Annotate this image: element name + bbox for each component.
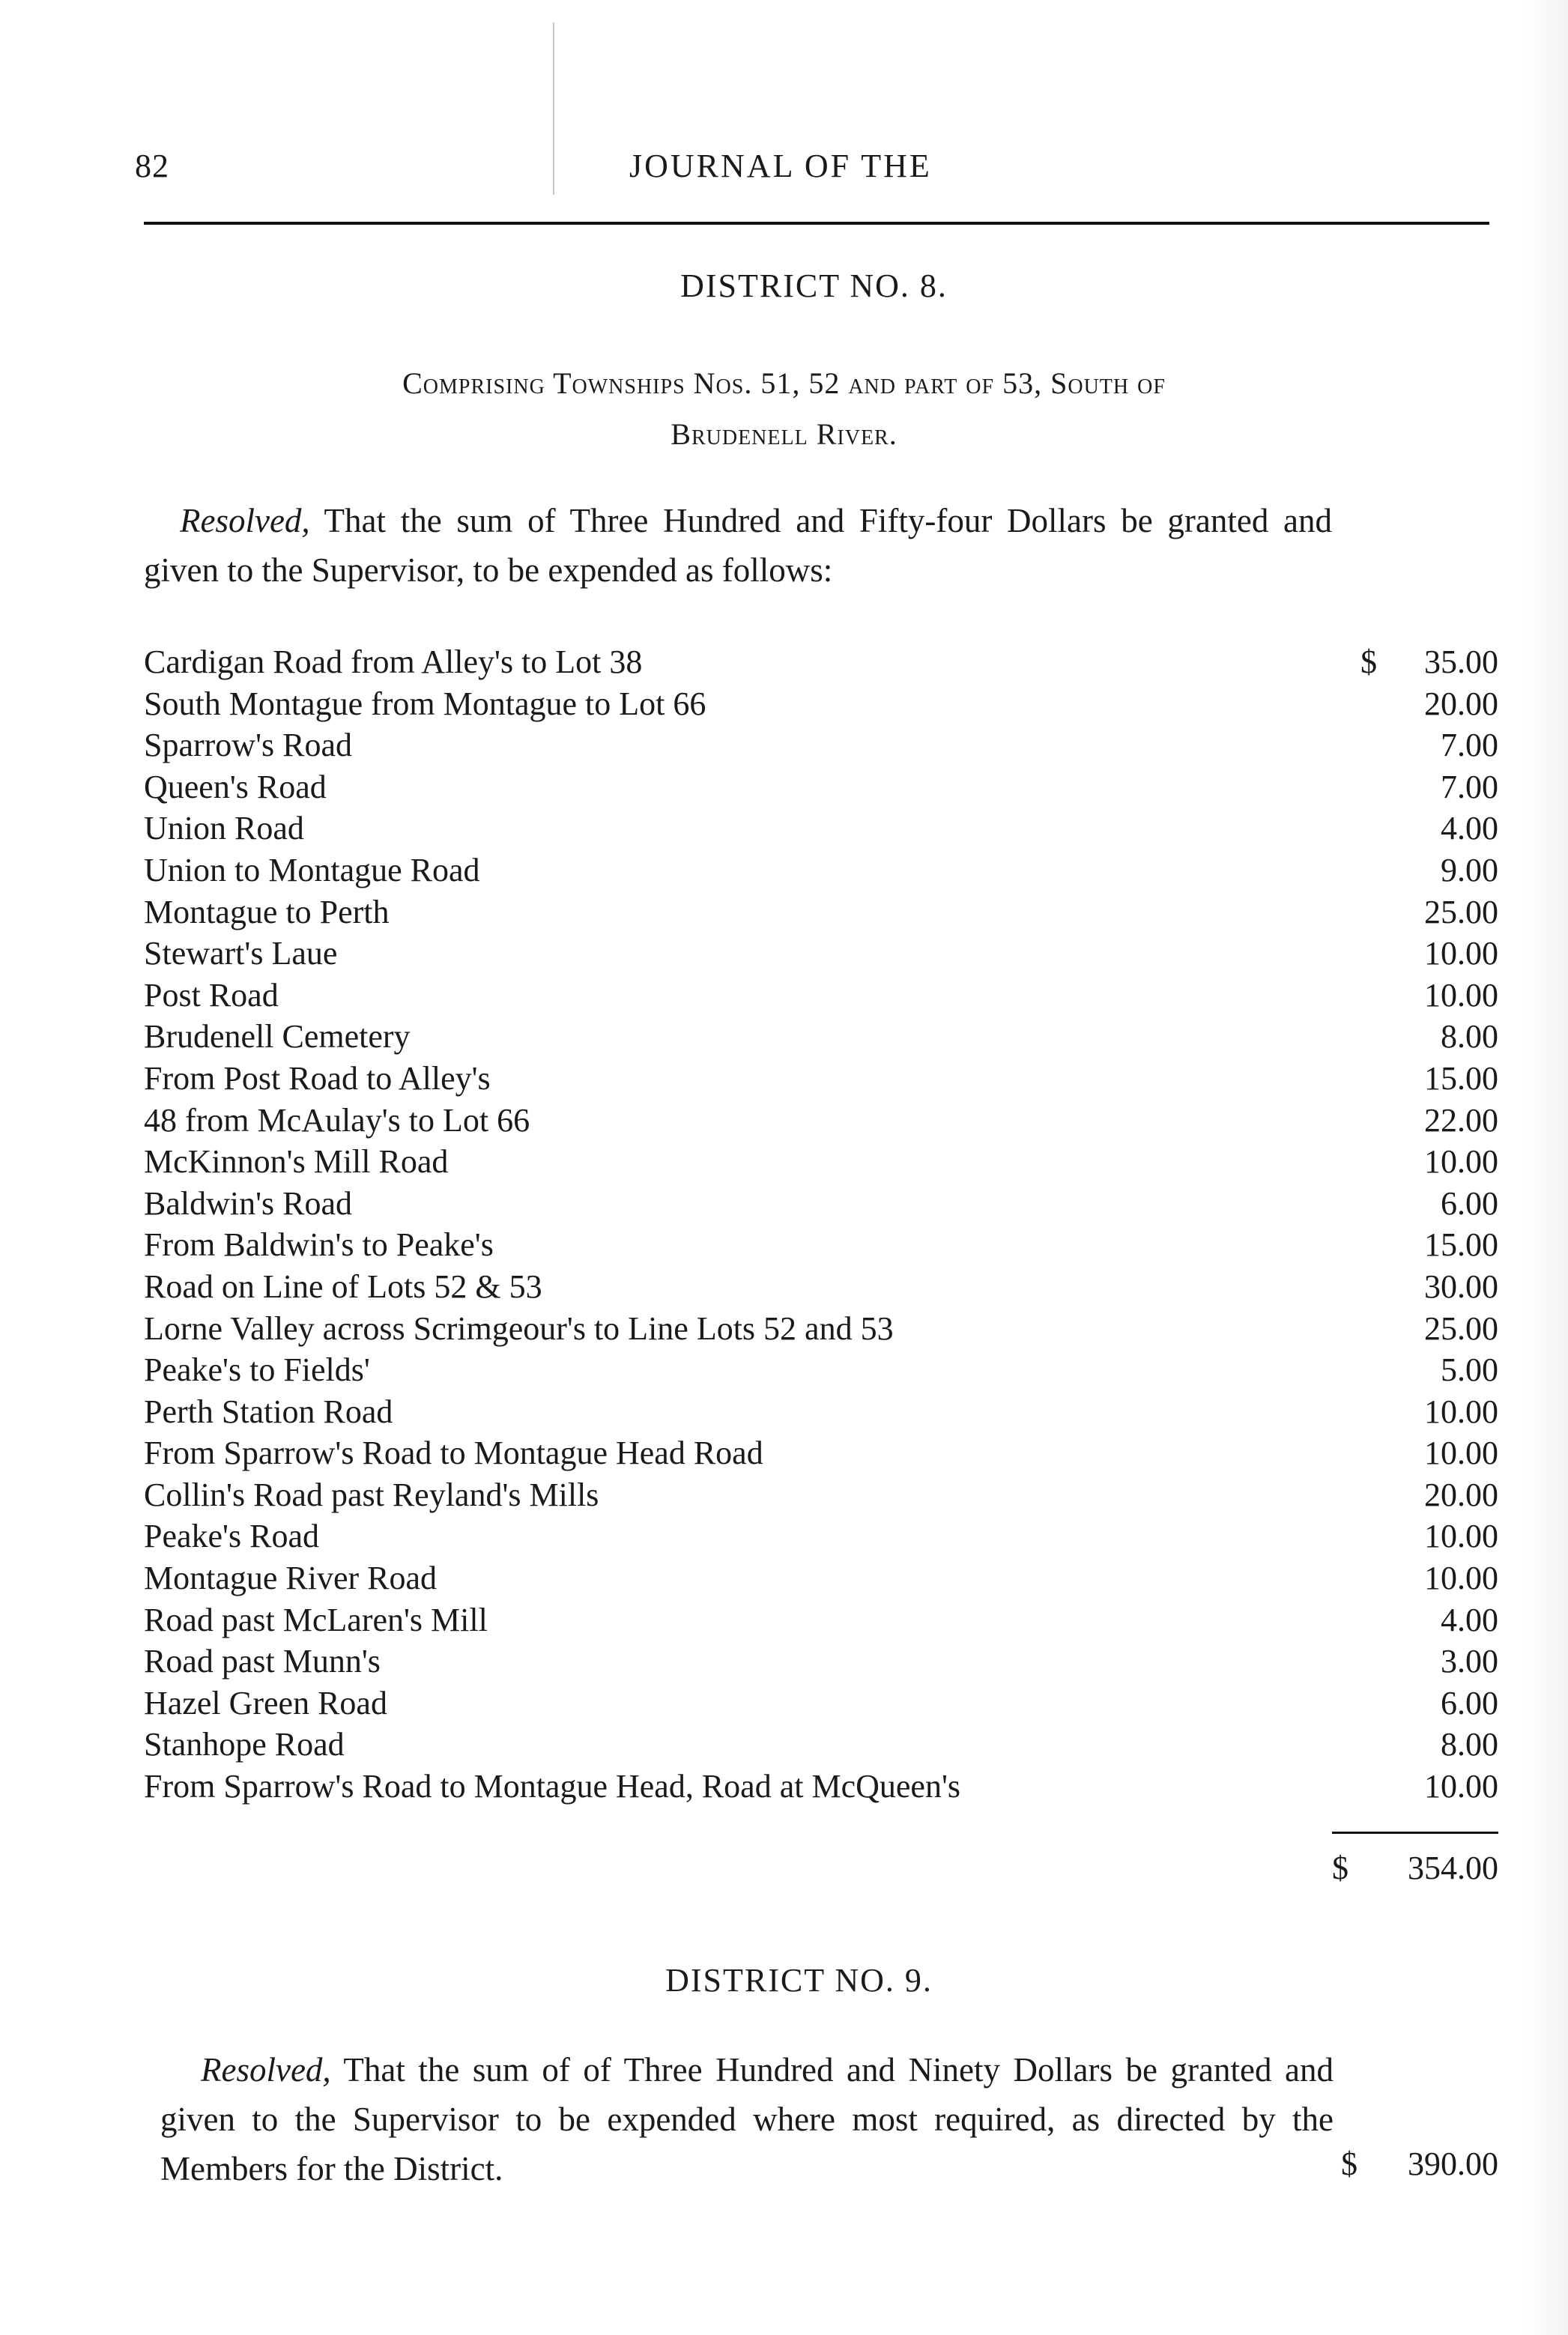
page-number: 82 [135, 148, 169, 184]
expenditure-amount: 6.00 [1441, 1184, 1498, 1222]
expenditure-name: Brudenell Cemetery [144, 1018, 411, 1056]
expenditure-name: From Baldwin's to Peake's [144, 1226, 494, 1264]
expenditure-amount: 30.00 [1424, 1268, 1498, 1305]
expenditure-name: Queen's Road [144, 768, 327, 805]
expenditure-row [144, 683, 1498, 725]
expenditure-row [144, 1724, 1498, 1766]
expenditure-row [144, 1224, 1498, 1266]
resolved-label: Resolved, [201, 2051, 331, 2089]
expenditure-list [144, 641, 1498, 1808]
expenditure-amount: 10.00 [1424, 1768, 1498, 1805]
expenditure-row [144, 849, 1498, 891]
expenditure-row [144, 1058, 1498, 1100]
expenditure-name: Union to Montague Road [144, 851, 480, 888]
expenditure-name: Union Road [144, 810, 304, 847]
expenditure-row [144, 1391, 1498, 1433]
expenditure-name: South Montague from Montague to Lot 66 [144, 685, 706, 722]
expenditure-name: Baldwin's Road [144, 1184, 353, 1222]
expenditure-row [144, 933, 1498, 975]
expenditure-amount: 10.00 [1424, 1435, 1498, 1472]
expenditure-row [144, 1183, 1498, 1225]
expenditure-name: Cardigan Road from Alley's to Lot 38 [144, 643, 643, 680]
expenditure-row [144, 1308, 1498, 1350]
expenditure-name: From Post Road to Alley's [144, 1059, 491, 1097]
expenditure-amount: 10.00 [1424, 976, 1498, 1014]
expenditure-amount: 25.00 [1424, 1309, 1498, 1347]
expenditure-name: Road on Line of Lots 52 & 53 [144, 1268, 542, 1305]
expenditure-row [144, 808, 1498, 849]
expenditure-row [144, 1474, 1498, 1516]
expenditure-name: Hazel Green Road [144, 1684, 387, 1721]
expenditure-name: From Sparrow's Road to Montague Head, Road at McQueen's [144, 1768, 960, 1805]
expenditure-name: Lorne Valley across Scrimgeour's to Line Lots 52 and 53 [144, 1309, 894, 1347]
page-header [135, 147, 1488, 192]
expenditure-amount: 25.00 [1424, 893, 1498, 930]
expenditure-row [144, 1100, 1498, 1142]
expenditure-amount: 7.00 [1441, 727, 1498, 764]
district-8-resolution [144, 496, 1332, 595]
expenditure-name: From Sparrow's Road to Montague Head Road [144, 1435, 763, 1472]
expenditure-name: Perth Station Road [144, 1393, 393, 1430]
expenditure-name: Collin's Road past Reyland's Mills [144, 1476, 599, 1513]
expenditure-name: Stanhope Road [144, 1726, 345, 1763]
expenditure-name: Montague to Perth [144, 893, 390, 930]
expenditure-amount: 20.00 [1424, 685, 1498, 722]
currency-symbol: $ [1360, 643, 1377, 680]
expenditure-amount: 9.00 [1441, 851, 1498, 888]
resolution-text: That the sum of Three Hundred and Fifty-four Dollars be granted and given to the Supervisor, to be expended as follows: [144, 502, 1332, 589]
expenditure-amount: 10.00 [1424, 935, 1498, 972]
total-currency-symbol: $ [1332, 1850, 1348, 1886]
expenditure-amount: 8.00 [1441, 1018, 1498, 1056]
expenditure-row [144, 1683, 1498, 1724]
total-rule [1332, 1832, 1498, 1834]
expenditure-row [144, 1141, 1498, 1183]
expenditure-amount: 20.00 [1424, 1476, 1498, 1513]
expenditure-row [144, 1599, 1498, 1641]
expenditure-amount: 4.00 [1441, 1601, 1498, 1638]
scan-edge [1523, 0, 1568, 2335]
expenditure-name: Post Road [144, 976, 279, 1014]
expenditure-amount: 5.00 [1441, 1351, 1498, 1389]
expenditure-amount: 35.00 [1424, 643, 1498, 680]
expenditure-amount: 6.00 [1441, 1684, 1498, 1721]
expenditure-row [144, 724, 1498, 766]
expenditure-amount: 10.00 [1424, 1393, 1498, 1430]
expenditure-row [144, 1557, 1498, 1599]
expenditure-name: Road past McLaren's Mill [144, 1601, 488, 1638]
amount-value: 390.00 [1408, 2145, 1498, 2182]
expenditure-row [144, 766, 1498, 808]
expenditure-amount: 4.00 [1441, 810, 1498, 847]
expenditure-row [144, 641, 1498, 683]
expenditure-row [144, 1349, 1498, 1391]
expenditure-amount: 15.00 [1424, 1226, 1498, 1264]
expenditure-row [144, 1641, 1498, 1683]
expenditure-amount: 22.00 [1424, 1101, 1498, 1139]
expenditure-row [144, 1266, 1498, 1308]
expenditure-row [144, 1515, 1498, 1557]
expenditure-name: Montague River Road [144, 1560, 438, 1597]
expenditure-amount: 8.00 [1441, 1726, 1498, 1763]
expenditure-amount: 10.00 [1424, 1143, 1498, 1181]
expenditure-row [144, 891, 1498, 933]
expenditure-name: Road past Munn's [144, 1643, 381, 1680]
header-rule [144, 222, 1489, 225]
expenditure-name: McKinnon's Mill Road [144, 1143, 449, 1181]
expenditure-name: 48 from McAulay's to Lot 66 [144, 1101, 530, 1139]
running-title: JOURNAL OF THE [629, 148, 932, 184]
expenditure-row [144, 975, 1498, 1017]
amount-currency-symbol: $ [1341, 2145, 1357, 2182]
expenditure-amount: 10.00 [1424, 1560, 1498, 1597]
expenditure-row [144, 1016, 1498, 1058]
expenditure-amount: 15.00 [1424, 1059, 1498, 1097]
district-9-resolution [160, 2045, 1334, 2193]
expenditure-row [144, 1432, 1498, 1474]
expenditure-name: Peake's to Fields' [144, 1351, 370, 1389]
expenditure-amount: 3.00 [1441, 1643, 1498, 1680]
district-8-heading: DISTRICT NO. 8. [680, 267, 948, 304]
resolution-text: That the sum of of Three Hundred and Ninety Dollars be granted and given to the Supervisor to be expended where most required, as directed by the Members for the District. [160, 2051, 1334, 2187]
expenditure-row [144, 1766, 1498, 1808]
resolved-label: Resolved, [180, 502, 310, 539]
district-8-subtitle-line-1: Comprising Townships Nos. 51, 52 and part of 53, South of [402, 366, 1166, 400]
expenditure-name: Sparrow's Road [144, 727, 353, 764]
district-8-subtitle-line-2: Brudenell River. [671, 417, 897, 451]
expenditure-amount: 10.00 [1424, 1518, 1498, 1555]
district-9-heading: DISTRICT NO. 9. [665, 1962, 933, 1999]
expenditure-name: Peake's Road [144, 1518, 319, 1555]
expenditure-amount: 7.00 [1441, 768, 1498, 805]
total-amount: 354.00 [1408, 1850, 1498, 1886]
expenditure-name: Stewart's Laue [144, 935, 338, 972]
